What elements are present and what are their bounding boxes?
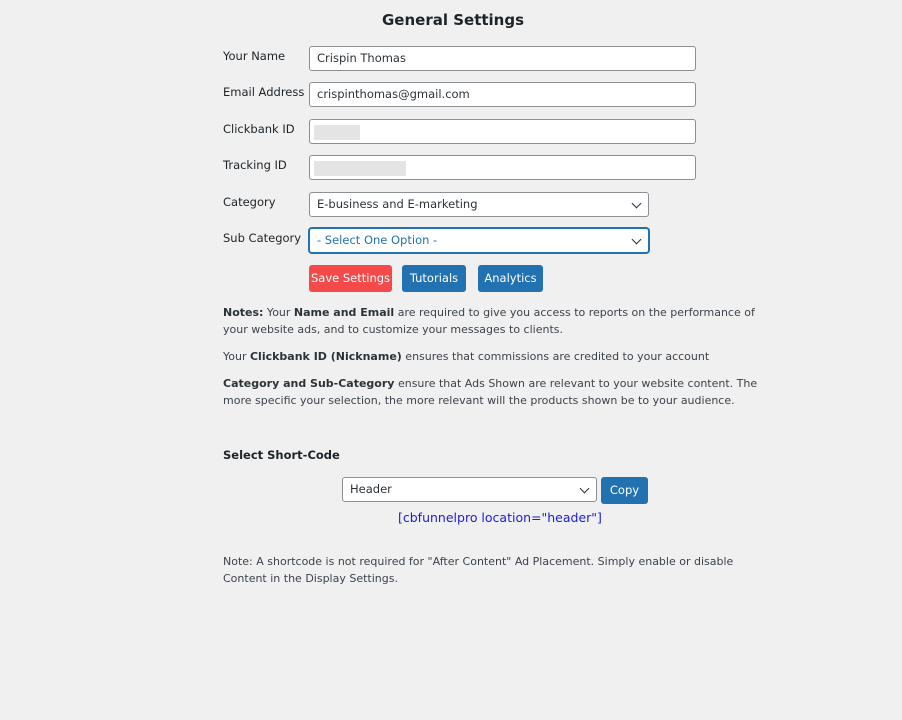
notes-paragraph-2: Your Clickbank ID (Nickname) ensures that commissions are credited to your account	[223, 350, 710, 363]
redacted-value	[314, 125, 360, 140]
notes-paragraph-3: Category and Sub-Category ensure that Ads Shown are relevant to your website content. The more specific your selection, the more relevant will the products shown be to your audience.	[223, 377, 758, 407]
save-settings-button[interactable]: Save Settings	[309, 265, 392, 292]
clickbank-label: Clickbank ID	[223, 122, 295, 136]
name-field[interactable]: Crispin Thomas	[309, 46, 696, 71]
chevron-down-icon	[632, 199, 642, 209]
notes-lead: Notes:	[223, 306, 264, 319]
shortcode-selected-value: Header	[350, 482, 392, 496]
category-label: Category	[223, 195, 276, 209]
analytics-button[interactable]: Analytics	[478, 265, 543, 292]
email-field[interactable]: crispinthomas@gmail.com	[309, 82, 696, 107]
redacted-value	[314, 161, 406, 176]
shortcode-select[interactable]	[342, 477, 597, 502]
notes-paragraph-1: Notes: Your Name and Email are required to give you access to reports on the performance of your website ads, and to customize your messages to clients.	[223, 306, 755, 336]
shortcode-output: [cbfunnelpro location="header"]	[398, 510, 602, 525]
chevron-down-icon	[580, 484, 590, 494]
subcategory-selected-value: - Select One Option -	[317, 233, 438, 247]
tracking-id-field[interactable]	[309, 155, 696, 180]
shortcode-note: Note: A shortcode is not required for "After Content" Ad Placement. Simply enable or disable Content in the Display Settings.	[223, 555, 734, 585]
clickbank-id-field[interactable]	[309, 119, 696, 144]
tutorials-button[interactable]: Tutorials	[402, 265, 466, 292]
shortcode-section-title: Select Short-Code	[223, 448, 340, 462]
subcategory-label: Sub Category	[223, 231, 302, 245]
category-select[interactable]	[309, 192, 649, 217]
category-selected-value: E-business and E-marketing	[317, 197, 478, 211]
email-label: Email Address	[223, 85, 305, 99]
subcategory-select[interactable]	[309, 228, 649, 253]
name-label: Your Name	[223, 49, 286, 63]
tracking-label: Tracking ID	[223, 158, 287, 172]
page-title: General Settings	[382, 11, 525, 29]
chevron-down-icon	[632, 235, 642, 245]
copy-button[interactable]: Copy	[601, 477, 648, 504]
